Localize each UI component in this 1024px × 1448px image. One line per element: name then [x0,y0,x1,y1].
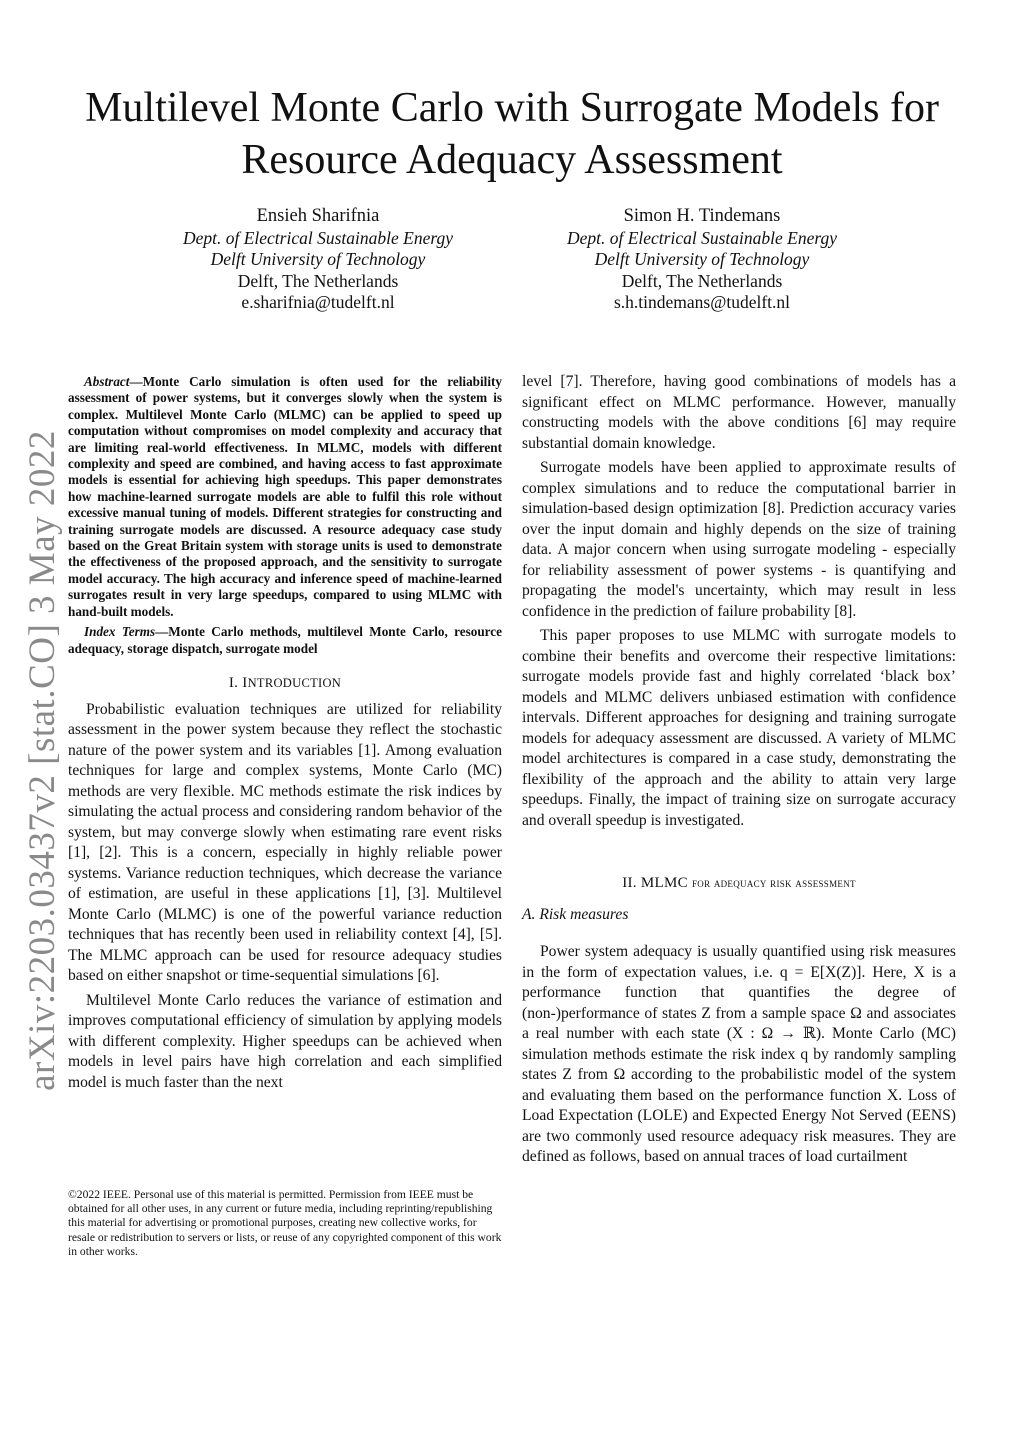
author-email: s.h.tindemans@tudelft.nl [613,292,791,312]
section2-title-b: for adequacy risk assessment [692,876,856,890]
right-column [522,372,956,1168]
author-block-1 [128,206,508,314]
right-paragraph-1: level [7]. Therefore, having good combinations of models has a significant effect on MLMC performance. However, manually constructing models with the above conditions [6] may require substantial domain knowledge. [522,373,956,452]
left-column [68,374,502,1093]
paper-title: Multilevel Monte Carlo with Surrogate Models for Resource Adequacy Assessment [85,85,939,183]
author-university: Delft University of Technology [594,249,810,269]
author-location: Delft, The Netherlands [621,270,783,291]
author-name: Ensieh Sharifnia [256,206,380,226]
intro-paragraph-1: Probabilistic evaluation techniques are utilized for reliability assessment in the power system because they reflect the stochastic nature of the power system and its variables [1]. Among evaluation techniques for large and complex systems, Monte Carlo (MC) methods are very flexible. MC methods estimate the risk indices by simulating the actual process and considering random behavior of the system, but may converge slowly when estimating rare event risks [1], [2]. This is a concern, especially in highly reliable power systems. Variance reduction techniques, which decrease the variance of estimation, are useful in these applications [1], [3]. Multilevel Monte Carlo (MLMC) is one of the powerful variance reduction techniques that has recently been used in reliability context [4], [5]. The MLMC approach can be used for resource adequacy studies based on either snapshot or time-sequential simulations [6]. [68,700,502,985]
author-name: Simon H. Tindemans [623,206,781,226]
abstract [68,374,502,620]
index-terms-text: —Monte Carlo methods, multilevel Monte Carlo, resource adequacy, storage dispatch, surrogate model [68,624,502,656]
section-heading-introduction: I. INTRODUCTION [228,674,342,691]
section2-title-a: MLMC [640,875,688,891]
abstract-text: —Monte Carlo simulation is often used for the reliability assessment of power systems, but it converges slowly when the system is complex. Multilevel Monte Carlo (MLMC) can be applied to speed up computation without compromises on model complexity and accuracy that are limiting real-world effectiveness. In MLMC, models with different complexity and speed are combined, and having access to fast approximate models is essential for achieving high speedups. This paper demonstrates how machine-learned surrogate models are able to fulfil this role without excessive manual tuning of models. Different strategies for constructing and training surrogate models are discussed. A resource adequacy case study based on the Great Britain system with storage units is used to demonstrate the effectiveness of the proposed approach, and the sensitivity to surrogate model accuracy. The high accuracy and inference speed of machine-learned surrogates result in very large speedups, compared to using MLMC with hand-built models. [68,374,502,619]
author-email: e.sharifnia@tudelft.nl [241,292,395,312]
arxiv-stamp: arXiv:2203.03437v2 [stat.CO] 3 May 2022 [21,429,63,1091]
right-paragraph-3: This paper proposes to use MLMC with surrogate models to combine their benefits and overcome their respective limitations: surrogate models provide fast and highly correlated ‘black box’ models and MLMC delivers unbiased estimation with confidence intervals. Different approaches for designing and training surrogate models for adequacy assessment are discussed. A variety of MLMC model architectures is compared in a case study, demonstrating the flexibility of the approach and the ability to attain very large speedups. Finally, the impact of training size on surrogate accuracy and overall speedup is investigated. [522,627,956,829]
author-dept: Dept. of Electrical Sustainable Energy [566,227,838,248]
intro-paragraph-2: Multilevel Monte Carlo reduces the variance of estimation and improves computational efficiency of simulation by applying models with different complexity. Higher speedups can be achieved when models in level pairs have high correlation and each simplified model is much faster than the next [68,991,502,1091]
author-dept: Dept. of Electrical Sustainable Energy [182,227,454,248]
right-paragraph-4: Power system adequacy is usually quantified using risk measures in the form of expectation values, i.e. q = E[X(Z)]. Here, X is a performance function that quantifies the degree of (non-)performance of states Z from a sample space Ω and associates a real number with each state (X : Ω → ℝ). Monte Carlo (MC) simulation methods estimate the risk index q by randomly sampling states Z from Ω according to the probabilistic model of the system and evaluating them based on the performance function X. Loss of Load Expectation (LOLE) and Expected Energy Not Served (EENS) are two commonly used resource adequacy risk measures. They are defined as follows, based on annual traces of load curtailment [522,943,956,1165]
author-block-2 [512,206,892,314]
author-university: Delft University of Technology [210,249,426,269]
section-heading-mlmc: II. MLMC for adequacy risk assessment [622,875,856,891]
section-title-first: I [242,674,248,691]
author-location: Delft, The Netherlands [237,270,399,291]
index-terms [68,624,502,657]
section-title-rest: NTRODUCTION [247,675,342,690]
copyright-notice: ©2022 IEEE. Personal use of this material is permitted. Permission from IEEE must be obtained for all other uses, in any current or future media, including reprinting/republishing this material for advertising or promotional purposes, creating new collective works, for resale or redistribution to servers or lists, or reuse of any copyrighted component of this work in other works. [68,1188,502,1258]
index-terms-label: Index Terms [84,624,156,640]
right-paragraph-2: Surrogate models have been applied to approximate results of complex simulations and to reduce the computational barrier in simulation-based design optimization [8]. Prediction accuracy varies over the input domain and highly depends on the size of training data. A major concern when using surrogate modeling - especially for reliability assessment of power systems - is quantifying and propagating the model's uncertainty, which may result in less confidence in the prediction of failure probability [8]. [522,459,956,620]
abstract-label: Abstract [84,374,130,389]
subsection-heading-risk-measures: A. Risk measures [522,906,629,923]
